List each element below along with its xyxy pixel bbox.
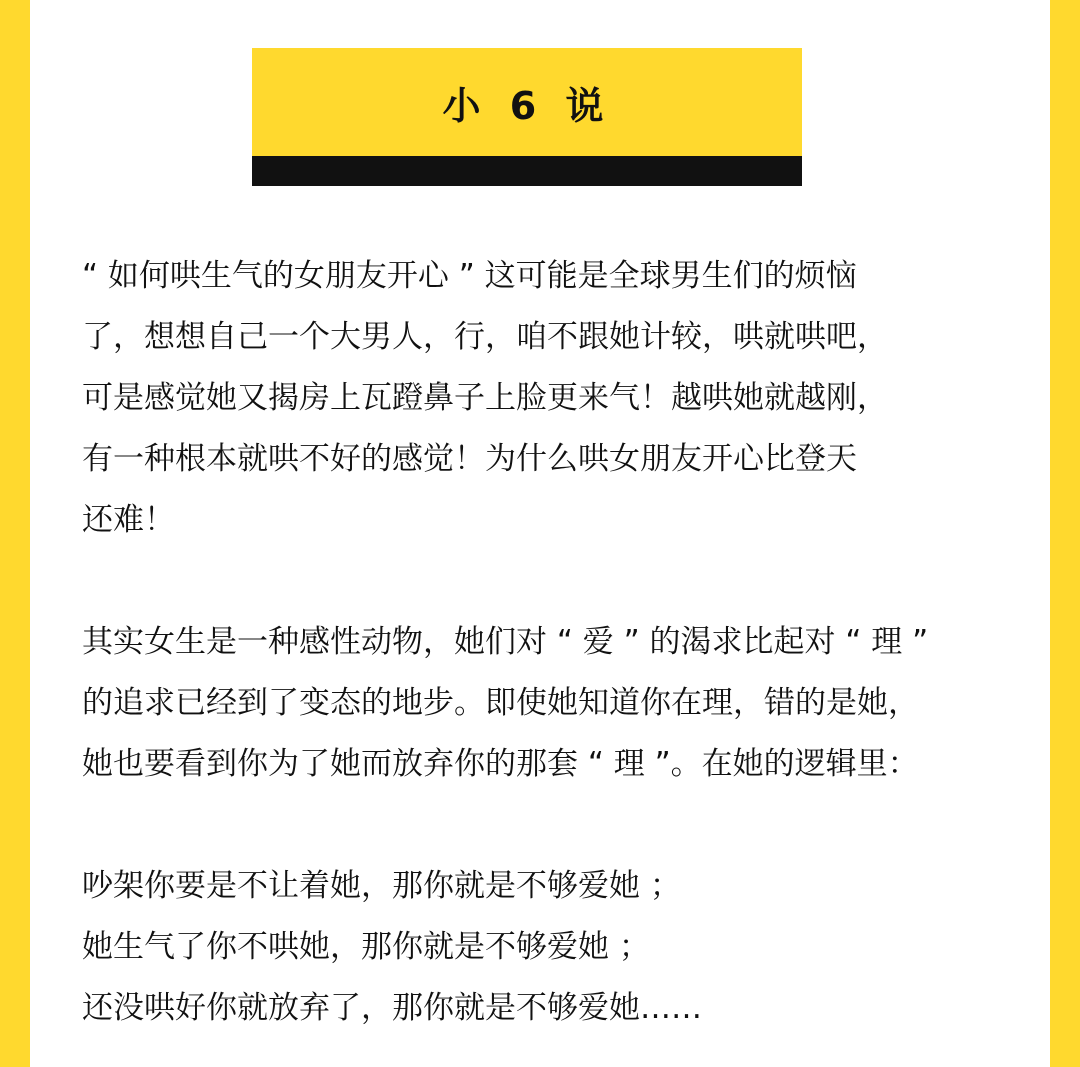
paragraph-1 xyxy=(82,246,1012,551)
text-line: 吵架你要是不让着她，那你就是不够爱她 ； xyxy=(82,868,681,904)
text-line: 还难！ xyxy=(82,502,175,538)
right-yellow-border xyxy=(1050,0,1080,1067)
paragraph-2 xyxy=(82,612,1012,795)
title-underline-bar xyxy=(252,156,802,186)
title-banner xyxy=(252,48,802,156)
text-line: 她也要看到你为了她而放弃你的那套 “ 理 ”。在她的逻辑里： xyxy=(82,746,919,782)
text-line: 还没哄好你就放弃了，那你就是不够爱她…… xyxy=(82,990,702,1026)
text-line: “ 如何哄生气的女朋友开心 ” 这可能是全球男生们的烦恼 xyxy=(82,258,857,294)
left-yellow-border xyxy=(0,0,30,1067)
text-line: 可是感觉她又揭房上瓦蹬鼻子上脸更来气！越哄她就越刚， xyxy=(82,380,888,416)
paragraph-gap xyxy=(82,551,1012,612)
paragraph-3 xyxy=(82,856,1012,1039)
page-title: 小 6 说 xyxy=(442,83,612,128)
text-line: 了，想想自己一个大男人，行，咱不跟她计较，哄就哄吧， xyxy=(82,319,888,355)
text-line: 她生气了你不哄她，那你就是不够爱她 ； xyxy=(82,929,650,965)
article-body xyxy=(82,246,1012,1039)
text-line: 其实女生是一种感性动物，她们对 “ 爱 ” 的渴求比起对 “ 理 ” xyxy=(82,624,929,660)
text-line: 的追求已经到了变态的地步。即使她知道你在理，错的是她， xyxy=(82,685,919,721)
paragraph-gap xyxy=(82,795,1012,856)
text-line: 有一种根本就哄不好的感觉！为什么哄女朋友开心比登天 xyxy=(82,441,857,477)
